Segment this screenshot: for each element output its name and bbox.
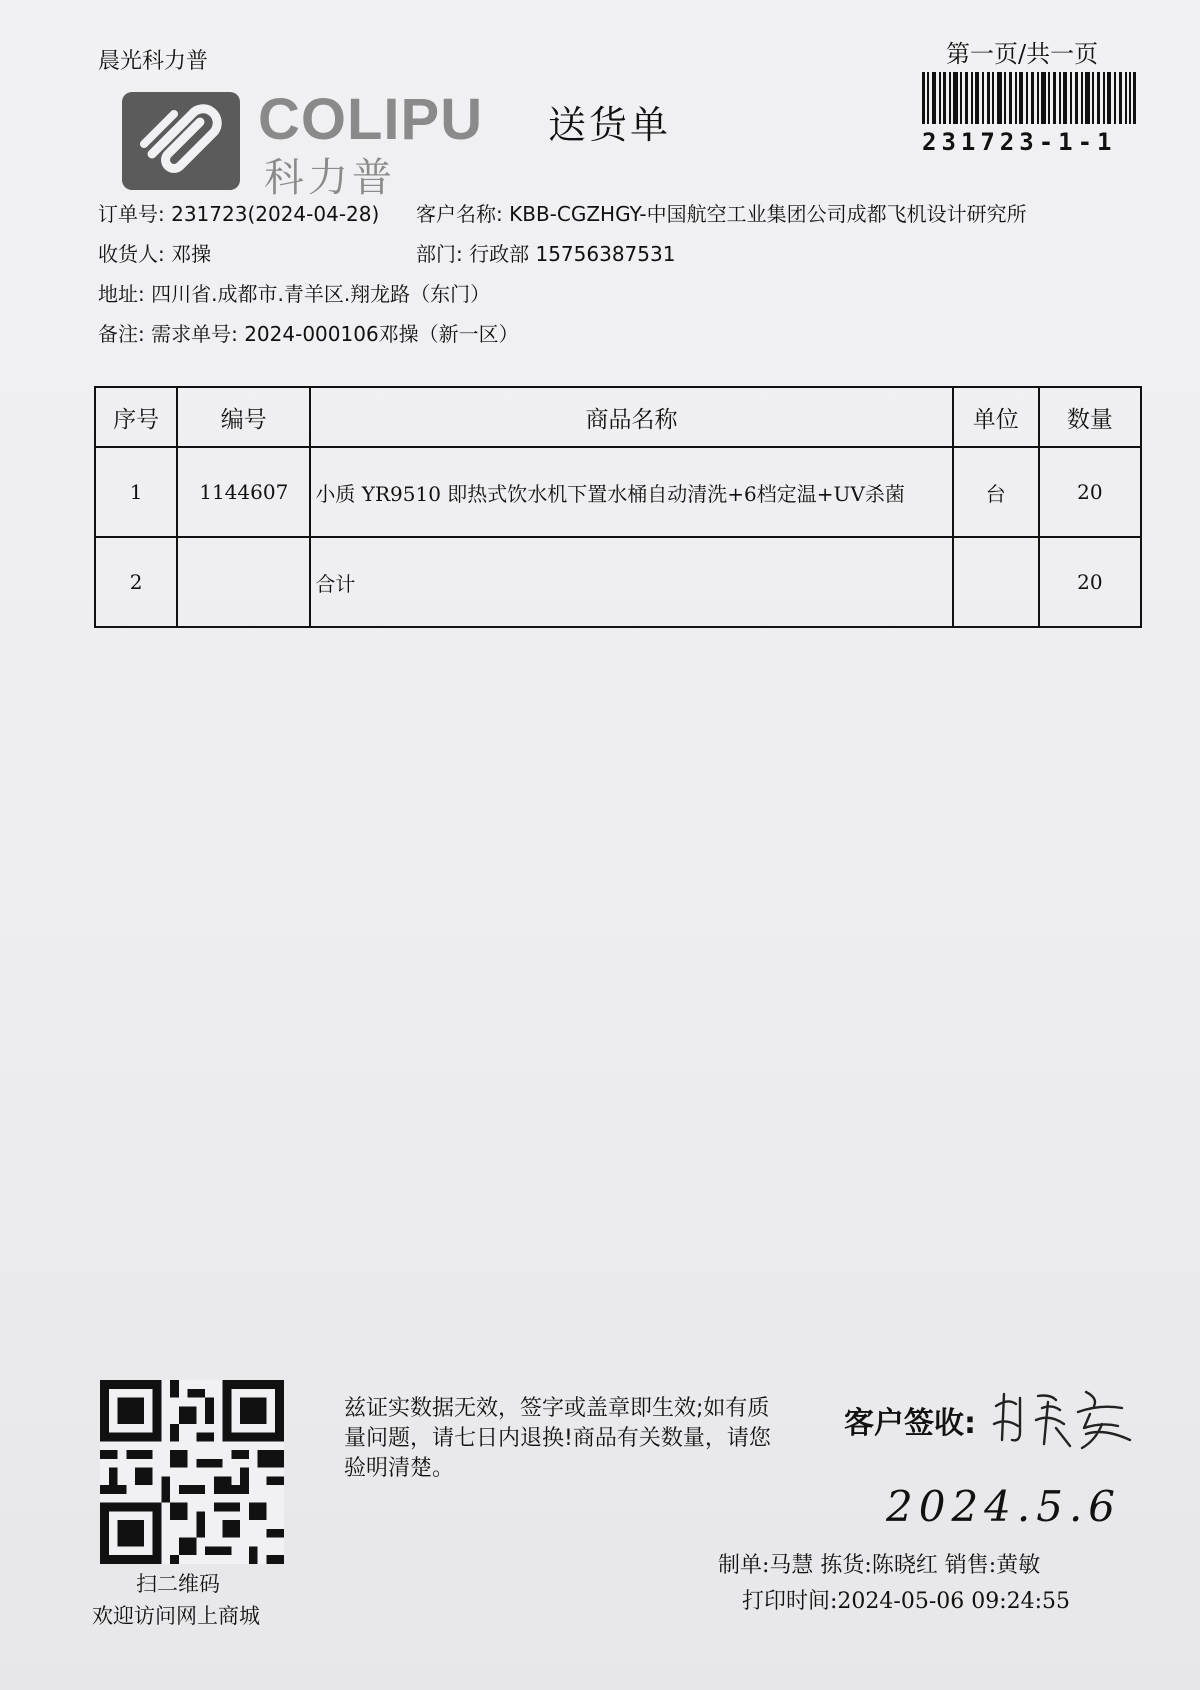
cell-code (177, 537, 310, 627)
customer-label: 客户名称: (416, 202, 503, 226)
page-indicator: 第一页/共一页 (946, 40, 1099, 68)
company-name: 晨光科力普 (98, 49, 209, 74)
logo-wordmark: COLIPU (258, 87, 484, 152)
address (98, 278, 490, 307)
barcode-number: 231723-1-1 (922, 128, 1117, 156)
dept-label: 部门: (416, 242, 463, 266)
notice-text: 兹证实数据无效，签字或盖章即生效;如有质量问题，请七日内退换!商品有关数量，请您验明清楚。 (344, 1396, 771, 1481)
cell-unit: 台 (953, 447, 1039, 537)
address-label: 地址: (98, 282, 145, 306)
cell-seq: 2 (95, 537, 177, 627)
cell-code: 1144607 (177, 447, 310, 537)
order-label: 订单号: (98, 202, 165, 226)
cell-unit (953, 537, 1039, 627)
table-row (95, 537, 1141, 627)
logo-chinese: 科力普 (264, 155, 396, 201)
header-unit: 单位 (953, 387, 1039, 447)
signed-date: 2024.5.6 (886, 1482, 1122, 1531)
receiver-value: 邓操 (171, 242, 212, 266)
order-value: 231723(2024-04-28) (171, 202, 380, 226)
receiver (98, 238, 211, 267)
dept-value: 行政部 15756387531 (469, 242, 676, 266)
header-code: 编号 (177, 387, 310, 447)
document-title: 送货单 (548, 103, 672, 147)
handwritten-signature (990, 1384, 1150, 1454)
cell-qty: 20 (1039, 537, 1141, 627)
items-table (94, 386, 1142, 628)
print-time: 打印时间:2024-05-06 09:24:55 (742, 1589, 1071, 1614)
header-seq: 序号 (95, 387, 177, 447)
sign-label: 客户签收: (844, 1406, 976, 1441)
cell-seq: 1 (95, 447, 177, 537)
cell-name: 合计 (310, 537, 952, 627)
barcode-icon (922, 72, 1136, 124)
remark-value: 需求单号: 2024-000106邓操（新一区） (151, 322, 519, 346)
order-number (98, 198, 379, 227)
qr-code-icon (100, 1380, 284, 1564)
header-name: 商品名称 (310, 387, 952, 447)
customer-value: KBB-CGZHGY-中国航空工业集团公司成都飞机设计研究所 (509, 202, 1027, 226)
address-value: 四川省.成都市.青羊区.翔龙路（东门） (151, 282, 491, 306)
customer-name (416, 198, 1027, 227)
cell-name: 小质 YR9510 即热式饮水机下置水桶自动清洗+6档定温+UV杀菌 (310, 447, 952, 537)
header-qty: 数量 (1039, 387, 1141, 447)
cell-qty: 20 (1039, 447, 1141, 537)
remark (98, 318, 519, 347)
receiver-label: 收货人: (98, 242, 165, 266)
qr-caption-1: 扫二维码 (136, 1572, 220, 1596)
remark-label: 备注: (98, 322, 145, 346)
colipu-logo-icon (122, 92, 240, 190)
table-header-row (95, 387, 1141, 447)
table-row (95, 447, 1141, 537)
staff-line: 制单:马慧 拣货:陈晓红 销售:黄敏 (718, 1553, 1041, 1578)
department (416, 238, 675, 267)
qr-caption-2: 欢迎访问网上商城 (92, 1604, 260, 1628)
